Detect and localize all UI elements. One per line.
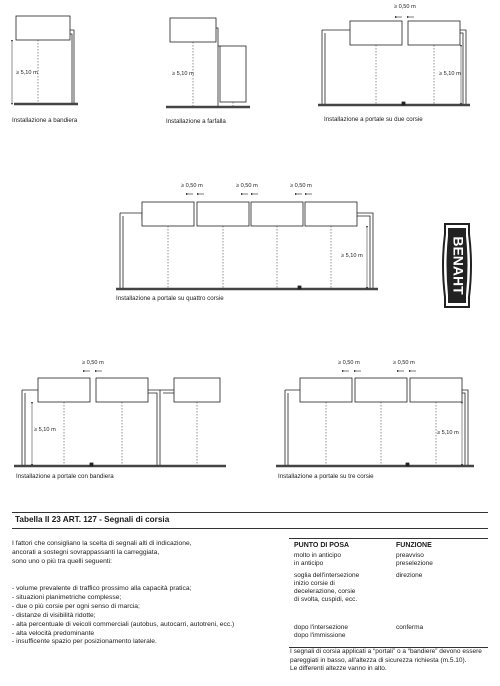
diagram-due-corsie bbox=[318, 17, 470, 105]
cell-line: dopo l'intersezione bbox=[294, 624, 348, 631]
height-label-tre-corsie: ≥ 5,10 m bbox=[437, 430, 459, 436]
factor-item: - alta velocità predominante bbox=[12, 629, 95, 637]
cell-line: direzione bbox=[396, 572, 423, 579]
cell-line: in anticipo bbox=[294, 560, 324, 567]
header-funzione: FUNZIONE bbox=[396, 542, 432, 549]
diagram-bandiera bbox=[12, 16, 78, 104]
gap-label-tre-1: ≥ 0,50 m bbox=[338, 360, 360, 366]
cell-punto-row1 bbox=[294, 552, 341, 568]
factor-item: - due o più corsie per ogni senso di marcia; bbox=[12, 602, 140, 610]
intro-line: I fattori che consigliano la scelta di segnali alti di indicazione, bbox=[12, 540, 192, 547]
height-label-bandiera: ≥ 5,10 m bbox=[16, 70, 38, 76]
diagram-farfalla bbox=[166, 18, 250, 107]
note-line: I segnali di corsia applicati a “portali” o a “bandiere” devono essere bbox=[290, 648, 482, 655]
caption-quattro-corsie: Installazione a portale su quattro corsie bbox=[116, 295, 224, 302]
factor-item: - distanze di visibilità ridotte; bbox=[12, 611, 96, 619]
height-label-due-corsie: ≥ 5,10 m bbox=[439, 71, 461, 77]
header-punto-di-posa: PUNTO DI POSA bbox=[294, 542, 350, 549]
factor-item: - insufficente spazio per posizionamento laterale. bbox=[12, 638, 157, 646]
intro-text bbox=[12, 540, 284, 567]
intro-line: ancorati a sostegni sovrappassanti la carreggiata, bbox=[12, 548, 160, 556]
cell-line: preselezione bbox=[396, 560, 433, 567]
diagram-portale-con-bandiera bbox=[14, 371, 226, 466]
gap-label-quattro-2: ≥ 0,50 m bbox=[236, 183, 258, 189]
diagram-quattro-corsie bbox=[116, 194, 378, 289]
note-line: pareggiati in basso, all'altezza di sicurezza richiesta (m.5.10). bbox=[290, 656, 467, 664]
cell-line: molto in anticipo bbox=[294, 552, 341, 559]
table-title: Tabella II 23 ART. 127 - Segnali di corsia bbox=[15, 515, 170, 524]
cell-punto-row2 bbox=[294, 572, 359, 604]
height-label-con-bandiera: ≥ 5,10 m bbox=[34, 427, 56, 433]
table-note bbox=[290, 648, 496, 674]
cell-line: soglia dell'intersezione bbox=[294, 572, 360, 579]
factor-item: - alta percentuale di veicoli commerciali (autobus, autocarri, autotreni, ecc.) bbox=[12, 620, 235, 628]
cell-line: preavviso bbox=[396, 552, 424, 559]
height-label-farfalla: ≥ 5,10 m bbox=[172, 71, 194, 77]
cell-funzione-row3 bbox=[396, 624, 423, 632]
gap-label-quattro-1: ≥ 0,50 m bbox=[181, 183, 203, 189]
caption-farfalla: Installazione a farfalla bbox=[166, 118, 226, 125]
factor-list bbox=[12, 585, 284, 647]
caption-con-bandiera: Installazione a portale con bandiera bbox=[16, 473, 114, 480]
cell-line: dopo l'immissione bbox=[294, 632, 346, 639]
cell-line: decelerazione, corsie bbox=[294, 588, 356, 595]
cell-funzione-row1 bbox=[396, 552, 433, 568]
logo-text: BENAHT bbox=[450, 236, 467, 295]
factor-item: - volume prevalente di traffico prossimo alla capacità pratica; bbox=[12, 585, 192, 592]
gap-label-con-bandiera: ≥ 0,50 m bbox=[82, 360, 104, 366]
caption-tre-corsie: Installazione a portale su tre corsie bbox=[278, 473, 374, 480]
intro-line: sono uno o più tra quelli seguenti: bbox=[12, 557, 113, 565]
gap-label-quattro-3: ≥ 0,50 m bbox=[290, 183, 312, 189]
cell-funzione-row2 bbox=[396, 572, 422, 580]
benaht-logo bbox=[441, 218, 473, 313]
cell-line: conferma bbox=[396, 624, 424, 631]
height-label-quattro-corsie: ≥ 5,10 m bbox=[341, 253, 363, 259]
gap-label-due-corsie: ≥ 0,50 m bbox=[394, 4, 416, 10]
caption-bandiera: Installazione a bandiera bbox=[12, 117, 78, 124]
posa-table bbox=[289, 538, 488, 648]
factor-item: - situazioni planimetriche complesse; bbox=[12, 593, 122, 601]
cell-line: di svolta, cuspidi, ecc. bbox=[294, 596, 358, 603]
cell-punto-row3 bbox=[294, 624, 348, 640]
table-title-bar bbox=[12, 512, 488, 529]
gap-label-tre-2: ≥ 0,50 m bbox=[393, 360, 415, 366]
cell-line: inizio corsie di bbox=[294, 580, 335, 587]
note-line: Le differenti altezze vanno in alto. bbox=[290, 665, 387, 672]
caption-due-corsie: Installazione a portale su due corsie bbox=[324, 116, 423, 123]
diagram-tre-corsie bbox=[276, 371, 474, 466]
